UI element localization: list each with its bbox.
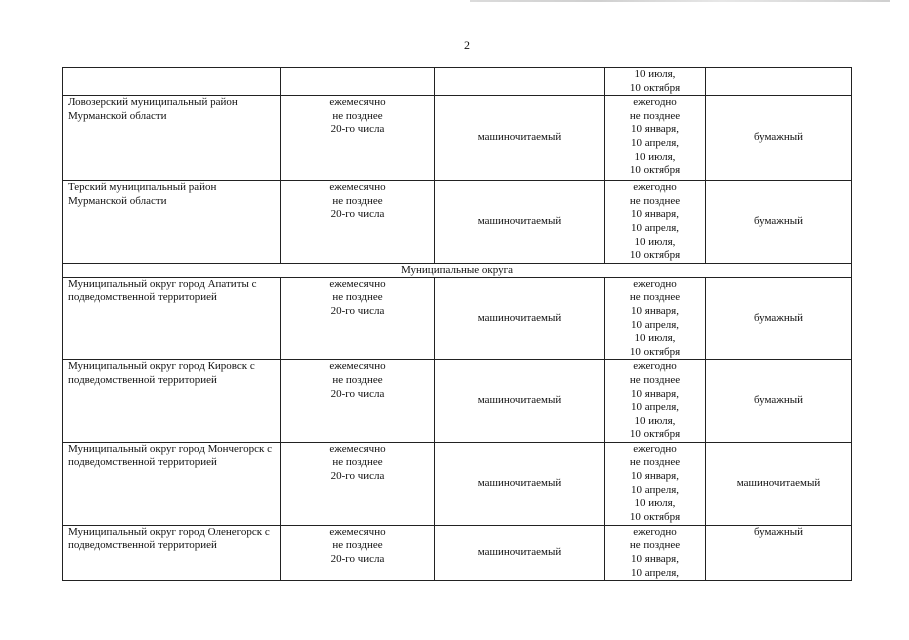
submission-form-cell: бумажный	[706, 96, 852, 181]
reporting-schedule-table	[62, 67, 852, 581]
section-header-group	[63, 263, 852, 277]
data-format-cell: машиночитаемый	[435, 360, 605, 443]
schedule-line: 10 октября	[629, 428, 681, 441]
schedule-line: ежегодно	[633, 277, 677, 290]
municipality-name-cell: Муниципальный округ город Оленегорск с подведомственной территорией	[63, 525, 281, 580]
schedule-line: 10 июля,	[634, 497, 676, 510]
schedule-cell	[605, 525, 706, 580]
data-format-cell: машиночитаемый	[435, 442, 605, 525]
schedule-line: 10 апреля,	[630, 136, 680, 149]
submission-form-cell: бумажный	[706, 360, 852, 443]
schedule-line: 10 октября	[629, 249, 681, 262]
schedule-line: 10 января,	[631, 553, 679, 566]
schedule-line: 10 января,	[631, 208, 679, 221]
submission-form-cell: бумажный	[706, 181, 852, 264]
frequency-cell	[281, 96, 435, 181]
frequency-line: не позднее	[332, 539, 383, 552]
schedule-line: 10 июля,	[634, 150, 676, 163]
schedule-cell	[605, 442, 706, 525]
schedule-line: 10 октября	[629, 510, 681, 523]
data-format-cell: машиночитаемый	[435, 525, 605, 580]
schedule-cell	[605, 96, 706, 181]
schedule-cell	[605, 68, 706, 96]
table-row	[63, 525, 852, 580]
schedule-line: ежегодно	[633, 181, 677, 194]
schedule-line: 10 апреля,	[630, 221, 680, 234]
schedule-line: 10 апреля,	[630, 566, 680, 579]
frequency-cell	[281, 68, 435, 96]
schedule-line: ежегодно	[633, 360, 677, 373]
schedule-cell	[605, 181, 706, 264]
frequency-cell	[281, 442, 435, 525]
frequency-cell	[281, 181, 435, 264]
data-format-cell: машиночитаемый	[435, 181, 605, 264]
submission-form-cell: машиночитаемый	[706, 442, 852, 525]
frequency-line: не позднее	[332, 291, 383, 304]
schedule-line: 10 апреля,	[630, 318, 680, 331]
frequency-line: не позднее	[332, 109, 383, 122]
schedule-line: 10 января,	[631, 470, 679, 483]
frequency-line: ежемесячно	[329, 360, 386, 373]
frequency-line: ежемесячно	[329, 277, 386, 290]
frequency-line: не позднее	[332, 456, 383, 469]
frequency-line: ежемесячно	[329, 181, 386, 194]
frequency-line: не позднее	[332, 194, 383, 207]
schedule-line: ежегодно	[633, 442, 677, 455]
schedule-cell	[605, 277, 706, 360]
schedule-line: не позднее	[629, 109, 681, 122]
schedule-line: 10 июля,	[634, 235, 676, 248]
schedule-line: не позднее	[629, 291, 681, 304]
frequency-cell	[281, 525, 435, 580]
submission-form-cell	[706, 68, 852, 96]
municipality-name-cell: Муниципальный округ город Мончегорск с подведомственной территорией	[63, 442, 281, 525]
submission-form-cell: бумажный	[706, 525, 852, 580]
section-header-row	[63, 263, 852, 277]
frequency-cell	[281, 360, 435, 443]
table-row	[63, 360, 852, 443]
scan-edge-line	[470, 0, 890, 2]
data-format-cell	[435, 68, 605, 96]
municipality-name-cell: Муниципальный округ город Кировск с подведомственной территорией	[63, 360, 281, 443]
schedule-line: 10 июля,	[634, 68, 676, 80]
page-number: 2	[464, 38, 470, 52]
table-body-bottom	[63, 277, 852, 581]
table-row	[63, 68, 852, 96]
schedule-line: не позднее	[629, 194, 681, 207]
schedule-line: ежегодно	[633, 525, 677, 538]
frequency-cell	[281, 277, 435, 360]
frequency-line: ежемесячно	[329, 442, 386, 455]
table-row	[63, 277, 852, 360]
schedule-line: 10 января,	[631, 123, 679, 136]
frequency-line: 20-го числа	[330, 470, 385, 483]
table-row	[63, 181, 852, 264]
schedule-line: не позднее	[629, 539, 681, 552]
data-format-cell: машиночитаемый	[435, 96, 605, 181]
schedule-cell	[605, 360, 706, 443]
schedule-line: 10 октября	[629, 81, 681, 94]
frequency-line: 20-го числа	[330, 553, 385, 566]
schedule-line: 10 октября	[629, 164, 681, 177]
schedule-line: не позднее	[629, 373, 681, 386]
table-body-top	[63, 68, 852, 264]
municipality-name-cell: Терский муниципальный район Мурманской области	[63, 181, 281, 264]
schedule-line: 10 апреля,	[630, 483, 680, 496]
schedule-line: 10 апреля,	[630, 401, 680, 414]
section-header-cell: Муниципальные округа	[63, 263, 852, 277]
schedule-line: 10 июля,	[634, 414, 676, 427]
municipality-name-cell	[63, 68, 281, 96]
schedule-line: 10 октября	[629, 345, 681, 358]
frequency-line: не позднее	[332, 373, 383, 386]
table-row	[63, 96, 852, 181]
frequency-line: 20-го числа	[330, 208, 385, 221]
municipality-name-cell: Муниципальный округ город Апатиты с подведомственной территорией	[63, 277, 281, 360]
frequency-line: 20-го числа	[330, 304, 385, 317]
schedule-line: 10 июля,	[634, 332, 676, 345]
data-format-cell: машиночитаемый	[435, 277, 605, 360]
frequency-line: 20-го числа	[330, 387, 385, 400]
schedule-line: 10 января,	[631, 304, 679, 317]
table-row	[63, 442, 852, 525]
submission-form-cell: бумажный	[706, 277, 852, 360]
frequency-line: ежемесячно	[329, 96, 386, 109]
schedule-line: ежегодно	[633, 96, 677, 109]
frequency-line: ежемесячно	[329, 525, 386, 538]
municipality-name-cell: Ловозерский муниципальный район Мурманской области	[63, 96, 281, 181]
schedule-line: 10 января,	[631, 387, 679, 400]
frequency-line: 20-го числа	[330, 123, 385, 136]
schedule-line: не позднее	[629, 456, 681, 469]
